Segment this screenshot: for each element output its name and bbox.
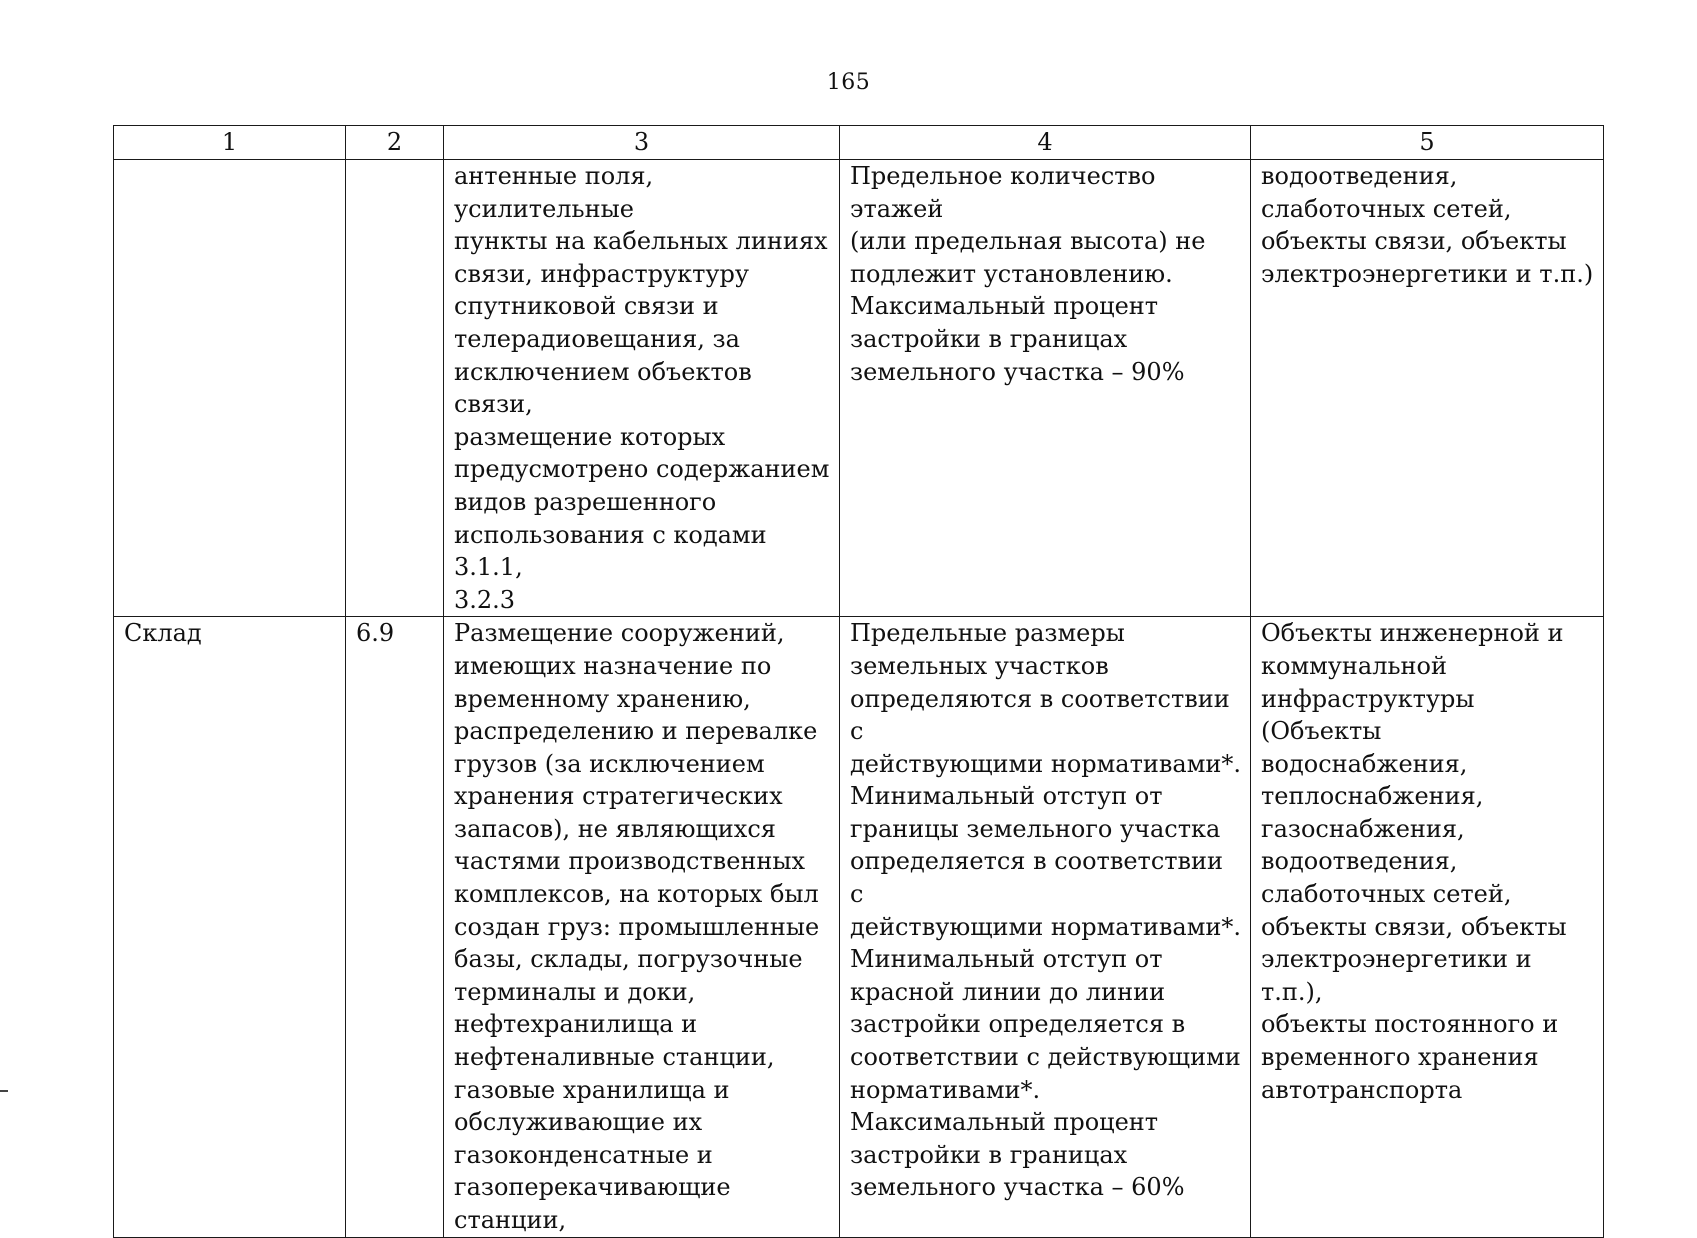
use-type-description: Размещение сооружений, имеющих назначение по временному хранению, распределению и перевалке грузов (за исключением хранения стратегических запасов), не являющихся частями производственных комплексов, на которых был создан груз: промышленные базы, склады, погрузочные терминалы и доки, нефтехранилища и нефтеналивные станции, газовые хранилища и обслуживающие их газоконденсатные и газоперекачивающие станции, [454, 619, 820, 1234]
table-cell [114, 617, 346, 1237]
table-cell [444, 617, 840, 1237]
use-type-code: 6.9 [356, 619, 395, 648]
cell-text: антенные поля, усилительные пункты на кабельных линиях связи, инфраструктуру спутниковой связи и телерадиовещания, за исключением объектов связи, размещение которых предусмотрено содержанием видов разрешенного использования с кодами 3.1.1, 3.2.3 [454, 162, 830, 614]
column-header-2: 2 [346, 126, 444, 160]
use-type-name: Склад [124, 619, 202, 648]
column-header-1: 1 [114, 126, 346, 160]
cell-text: Предельное количество этажей (или предельная высота) не подлежит установлению. Максимальный процент застройки в границах земельного участка – 90% [850, 162, 1206, 386]
table-cell [444, 160, 840, 617]
column-header-3: 3 [444, 126, 840, 160]
table-cell [1251, 160, 1604, 617]
column-header-4: 4 [840, 126, 1251, 160]
table-row-sklad [114, 617, 1604, 1237]
page-number: 165 [826, 70, 871, 95]
cell-text: водоотведения, слаботочных сетей, объекты связи, объекты электроэнергетики и т.п.) [1261, 162, 1594, 288]
auxiliary-objects: Объекты инженерной и коммунальной инфраструктуры (Объекты водоснабжения, теплоснабжения, газоснабжения, водоотведения, слаботочных сетей, объекты связи, объекты электроэнергетики и т.п.), объекты постоянного и временного хранения автотранспорта [1261, 619, 1567, 1104]
table-cell [114, 160, 346, 617]
table-cell [1251, 617, 1604, 1237]
scan-edge-mark [0, 1090, 8, 1092]
table-cell [346, 160, 444, 617]
header-row [114, 126, 1604, 160]
table-cell [840, 617, 1251, 1237]
building-parameters: Предельные размеры земельных участков определяются в соответствии с действующими нормативами*. Минимальный отступ от границы земельного участка определяется в соответствии с действующими нормативами*. Минимальный отступ от красной линии до линии застройки определяется в соответствии с действующими нормативами*. Максимальный процент застройки в границах земельного участка – 60% [850, 619, 1241, 1202]
table-row-continuation [114, 160, 1604, 617]
table-cell [840, 160, 1251, 617]
column-header-5: 5 [1251, 126, 1604, 160]
table-cell [346, 617, 444, 1237]
regulations-table [113, 125, 1604, 1238]
